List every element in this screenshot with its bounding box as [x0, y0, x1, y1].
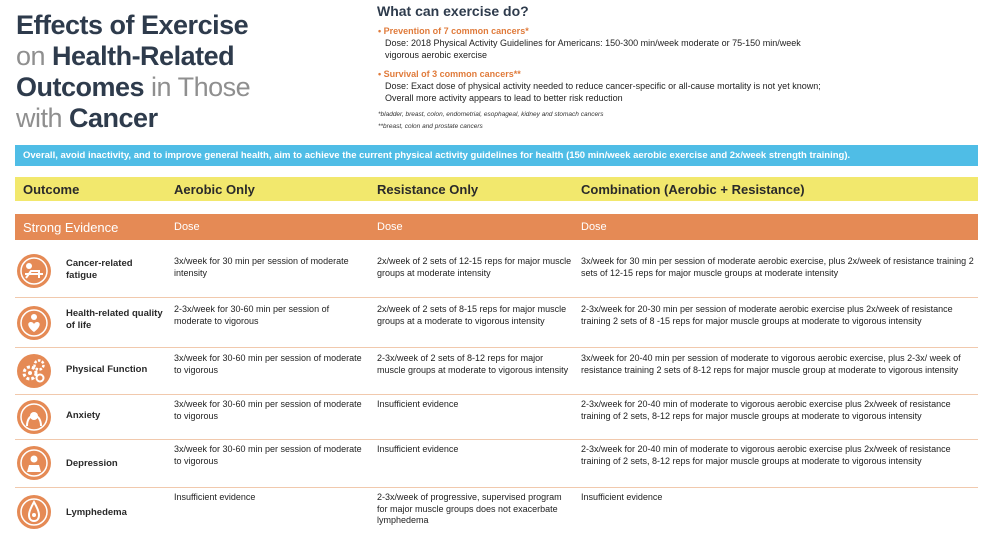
anxiety-icon: [17, 400, 51, 434]
survival-body-1: Dose: Exact dose of physical activity needed to reduce cancer-specific or all-cause mortality is not yet known;: [385, 81, 821, 91]
aerobic-dose: 3x/week for 30-60 min per session of moderate to vigorous: [174, 353, 362, 375]
aerobic-dose: 3x/week for 30-60 min per session of moderate to vigorous: [174, 399, 362, 421]
combination-dose: 2-3x/week for 20-30 min per session of moderate aerobic exercise plus 2x/week of resistance training 2 sets of 8 -15 reps for major muscle groups at moderate to vigorous intensity: [581, 304, 953, 326]
outcome-label: Health-related quality of life: [66, 308, 163, 331]
page-title: [16, 10, 356, 134]
resistance-dose: Insufficient evidence: [377, 444, 459, 454]
prevention-heading: • Prevention of 7 common cancers*: [378, 26, 529, 36]
dose-label-aerobic: Dose: [174, 221, 200, 233]
column-header-bar: [15, 177, 978, 201]
resistance-dose: Insufficient evidence: [377, 399, 459, 409]
dose-label-combination: Dose: [581, 221, 607, 233]
title-line-1: Effects of Exercise: [16, 10, 249, 40]
aerobic-dose: 3x/week for 30-60 min per session of moderate to vigorous: [174, 444, 362, 466]
strong-evidence-label: Strong Evidence: [23, 220, 119, 235]
aerobic-dose: 2-3x/week for 30-60 min per session of moderate to vigorous: [174, 304, 330, 326]
survival-block: [378, 68, 978, 104]
title-line-4-dark: Cancer: [69, 103, 158, 133]
fatigue-icon: [17, 254, 51, 288]
outcome-label: Anxiety: [66, 410, 101, 421]
survival-body-2: Overall more activity appears to lead to better risk reduction: [385, 93, 623, 103]
dose-label-resistance: Dose: [377, 221, 403, 233]
column-combination: Combination (Aerobic + Resistance): [581, 182, 805, 197]
title-line-3-light: in Those: [144, 72, 251, 102]
resistance-dose: 2-3x/week of progressive, supervised program for major muscle groups does not exacerbate lymphedema: [377, 492, 562, 525]
aerobic-dose: 3x/week for 30 min per session of moderate intensity: [174, 256, 349, 278]
title-line-3-dark: Outcomes: [16, 72, 145, 102]
outcome-label: Physical Function: [66, 364, 148, 375]
table-row: [15, 488, 978, 533]
guideline-banner: Overall, avoid inactivity, and to improve general health, aim to achieve the current physical activity guidelines for health (150 min/week aerobic exercise and 2x/week strength training).: [15, 145, 978, 166]
title-line-4-light: with: [16, 103, 70, 133]
title-line-2-dark: Health-Related: [52, 41, 235, 71]
table-row: [15, 348, 978, 395]
table-row: [15, 440, 978, 488]
prevention-block: [378, 25, 978, 61]
column-aerobic: Aerobic Only: [174, 182, 255, 197]
what-can-heading: What can exercise do?: [377, 3, 529, 19]
combination-dose: 2-3x/week for 20-40 min of moderate to vigorous aerobic exercise plus 2x/week of resistance training of 2 sets, 8-12 reps for major muscle groups at moderate to vigorous intensity: [581, 444, 951, 466]
gears-icon: [17, 354, 51, 388]
combination-dose: 2-3x/week for 20-40 min of moderate to vigorous aerobic exercise plus 2x/week of resistance training of 2 sets, 8-12 reps for major muscle groups at moderate to vigorous intensity: [581, 399, 951, 421]
outcome-label: Cancer-related fatigue: [66, 258, 133, 281]
footnote-2: **breast, colon and prostate cancers: [378, 123, 483, 130]
outcome-label: Lymphedema: [66, 507, 127, 518]
strong-evidence-bar: [15, 214, 978, 240]
column-resistance: Resistance Only: [377, 182, 479, 197]
combination-dose: 3x/week for 30 min per session of moderate aerobic exercise, plus 2x/week of resistance training 2 sets of 12-15 reps for major muscle groups at moderate intensity: [581, 256, 974, 278]
table-row: [15, 395, 978, 440]
survival-heading: • Survival of 3 common cancers**: [378, 69, 521, 79]
title-line-2-light: on: [16, 41, 53, 71]
combination-dose: Insufficient evidence: [581, 492, 663, 502]
outcome-label: Depression: [66, 458, 118, 469]
footnote-1: *bladder, breast, colon, endometrial, esophageal, kidney and stomach cancers: [378, 111, 604, 118]
resistance-dose: 2-3x/week of 2 sets of 8-12 reps for major muscle groups at moderate to vigorous intensity: [377, 353, 569, 375]
table-row: [15, 250, 978, 298]
lymphedema-icon: [17, 495, 51, 529]
heart-person-icon: [17, 306, 51, 340]
prevention-body-2: vigorous aerobic exercise: [385, 50, 488, 60]
aerobic-dose: Insufficient evidence: [174, 492, 256, 502]
prevention-body-1: Dose: 2018 Physical Activity Guidelines for Americans: 150-300 min/week moderate or 75-150 min/week: [385, 38, 801, 48]
resistance-dose: 2x/week of 2 sets of 12-15 reps for major muscle groups at moderate intensity: [377, 256, 572, 278]
depression-icon: [17, 446, 51, 480]
table-row: [15, 298, 978, 348]
combination-dose: 3x/week for 20-40 min per session of moderate to vigorous aerobic exercise, plus 2-3x/ week of resistance training 2 sets of 8-12 reps for major muscle group at moderate to vigorous intensity: [581, 353, 961, 375]
column-outcome: Outcome: [23, 182, 80, 197]
resistance-dose: 2x/week of 2 sets of 8-15 reps for major muscle groups at a moderate to vigorous intensity: [377, 304, 567, 326]
